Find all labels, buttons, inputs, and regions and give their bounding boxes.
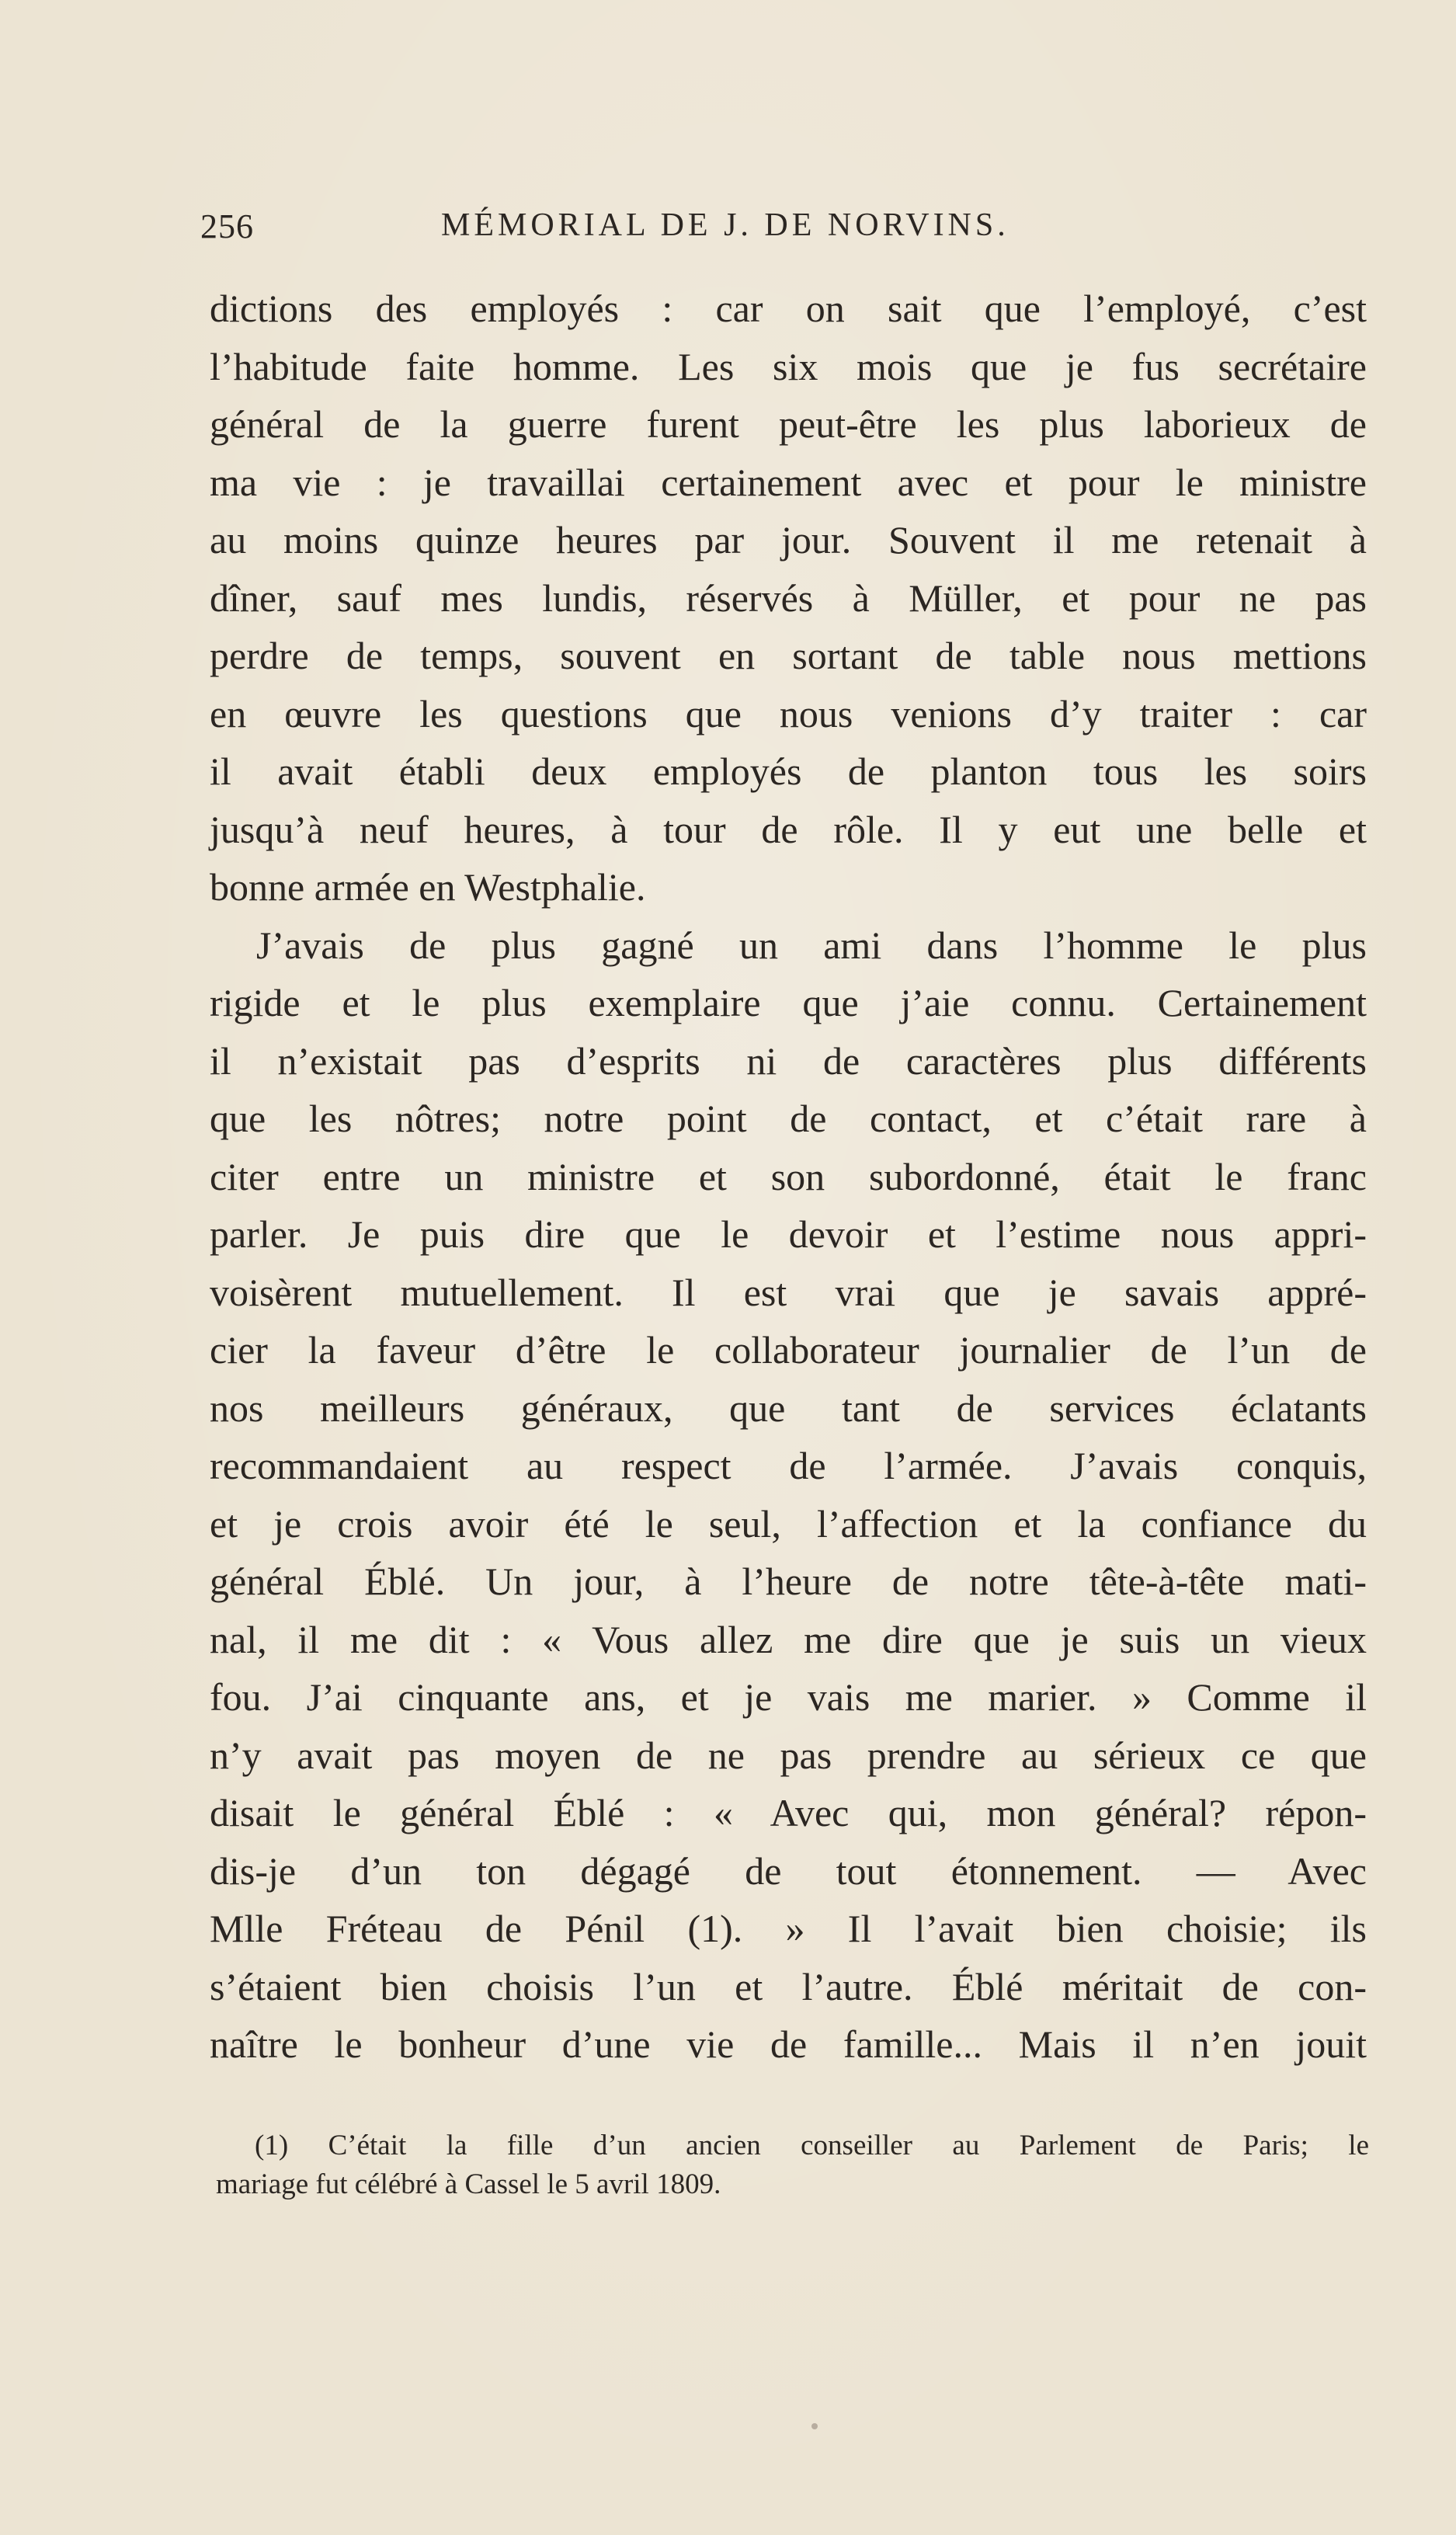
text-line: au moins quinze heures par jour. Souvent il me retenait à [210, 518, 1367, 562]
text-line: général de la guerre furent peut-être les plus laborieux de [210, 402, 1367, 446]
text-line: il n’existait pas d’esprits ni de caractères plus différents [210, 1038, 1367, 1083]
text-line: perdre de temps, souvent en sortant de table nous mettions [210, 634, 1367, 677]
paper-speck [811, 2423, 818, 2429]
running-title: MÉMORIAL DE J. DE NORVINS. [441, 207, 1009, 243]
text-line: nal, il me dit : « Vous allez me dire que je suis un vieux [210, 1617, 1367, 1661]
text-line: parler. Je puis dire que le devoir et l’estime nous appri- [210, 1212, 1367, 1256]
text-line: n’y avait pas moyen de ne pas prendre au sérieux ce que [210, 1733, 1367, 1777]
text-line: et je crois avoir été le seul, l’affection et la confiance du [210, 1501, 1367, 1546]
text-line: recommandaient au respect de l’armée. J’avais conquis, [210, 1444, 1367, 1487]
text-line: disait le général Éblé : « Avec qui, mon général? répon- [210, 1791, 1367, 1834]
paragraph-start-line: J’avais de plus gagné un ami dans l’homme le plus [256, 923, 1367, 967]
footnote-line: mariage fut célébré à Cassel le 5 avril 1809. [216, 2168, 721, 2200]
text-line: ma vie : je travaillai certainement avec et pour le ministre [210, 460, 1367, 504]
text-line: cier la faveur d’être le collaborateur journalier de l’un de [210, 1328, 1367, 1372]
text-line: nos meilleurs généraux, que tant de services éclatants [210, 1386, 1367, 1430]
text-line: Mlle Fréteau de Pénil (1). » Il l’avait bien choisie; ils [210, 1907, 1367, 1950]
text-line: dis-je d’un ton dégagé de tout étonnement. — Avec [210, 1848, 1367, 1893]
text-line: jusqu’à neuf heures, à tour de rôle. Il y eut une belle et [210, 807, 1367, 851]
text-line: naître le bonheur d’une vie de famille... Mais il n’en jouit [210, 2022, 1367, 2066]
running-head [200, 207, 1117, 253]
footnote-line: (1) C’était la fille d’un ancien conseiller au Parlement de Paris; le [255, 2130, 1369, 2161]
text-line: général Éblé. Un jour, à l’heure de notre tête-à-tête mati- [210, 1560, 1367, 1603]
text-line: l’habitude faite homme. Les six mois que je fus secrétaire [210, 344, 1367, 388]
text-line: citer entre un ministre et son subordonné, était le franc [210, 1154, 1367, 1198]
text-line: rigide et le plus exemplaire que j’aie connu. Certainement [210, 981, 1367, 1024]
text-line: fou. J’ai cinquante ans, et je vais me marier. » Comme il [210, 1675, 1367, 1719]
text-line: dîner, sauf mes lundis, réservés à Müller, et pour ne pas [210, 576, 1367, 620]
text-line: en œuvre les questions que nous venions d’y traiter : car [210, 691, 1367, 735]
text-line: il avait établi deux employés de planton tous les soirs [210, 749, 1367, 793]
page-number: 256 [200, 207, 254, 245]
text-line: que les nôtres; notre point de contact, et c’était rare à [210, 1097, 1367, 1140]
text-line: s’étaient bien choisis l’un et l’autre. Éblé méritait de con- [210, 1964, 1367, 2008]
paragraph-end-line: bonne armée en Westphalie. [210, 865, 646, 909]
footnote [216, 2126, 1369, 2204]
body-text [210, 280, 1367, 2074]
text-line: voisèrent mutuellement. Il est vrai que je savais appré- [210, 1270, 1367, 1314]
text-line: dictions des employés : car on sait que l’employé, c’est [210, 287, 1367, 330]
